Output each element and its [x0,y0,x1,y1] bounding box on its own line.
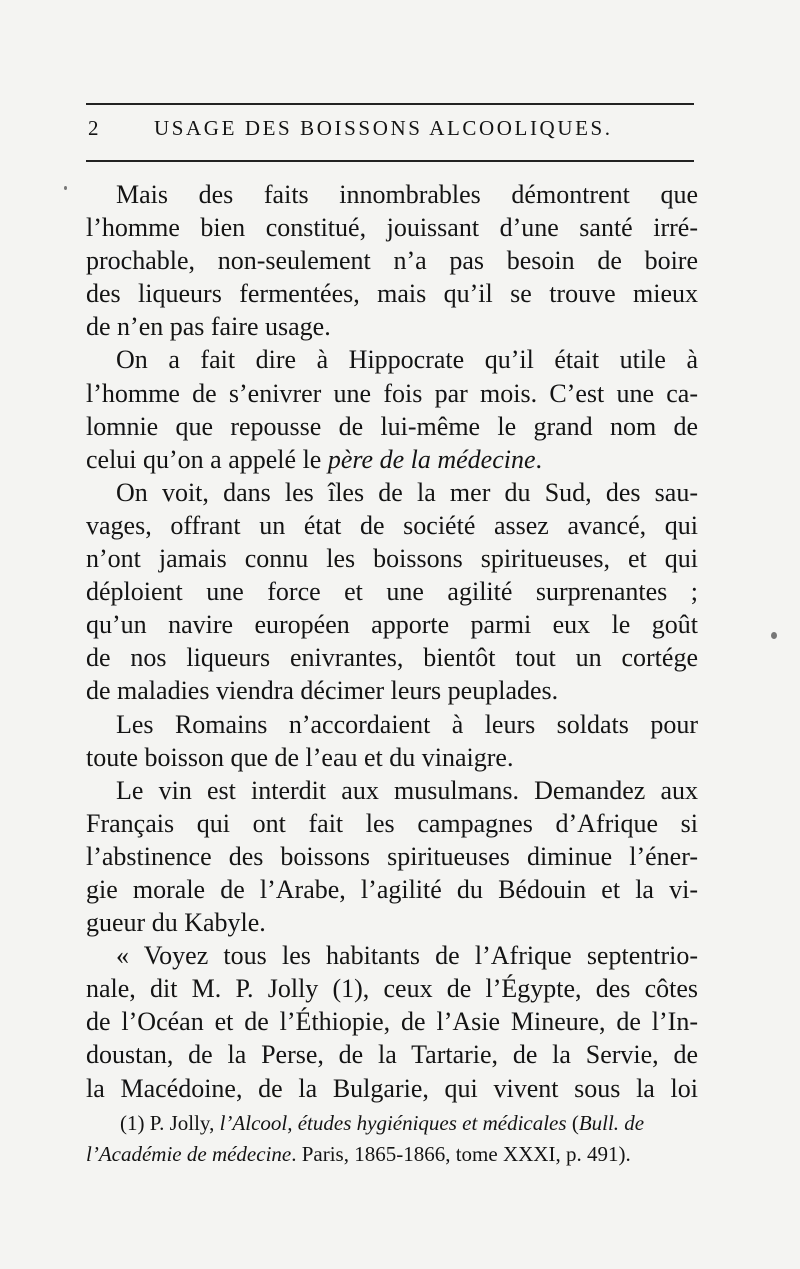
text-line: Français qui ont fait les campagnes d’Afrique si [86,808,698,838]
text-fragment: celui qu’on a appelé le [86,444,328,474]
text-line: l’homme bien constitué, jouissant d’une santé irré- [86,213,698,243]
text-line: vages, offrant un état de société assez avancé, qui [86,510,698,540]
text-line: de nos liqueurs enivrantes, bientôt tout un cortége [86,643,698,673]
text-line: Le vin est interdit aux musulmans. Demandez aux [116,775,698,805]
footnote-marker: (1) P. Jolly, [120,1111,220,1135]
footnote-title: l’Alcool, études hygiéniques et médicales [219,1111,567,1135]
text-line: gie morale de l’Arabe, l’agilité du Bédouin et la vi- [86,874,698,904]
text-line: « Voyez tous les habitants de l’Afrique septentrio- [116,941,698,971]
text-line: la Macédoine, de la Bulgarie, qui vivent sous la loi [86,1073,698,1103]
text-line: de maladies viendra décimer leurs peuplades. [86,676,559,706]
text-line: nale, dit M. P. Jolly (1), ceux de l’Égypte, des côtes [86,974,698,1004]
italic-phrase: père de la médecine [327,444,536,474]
text-line: prochable, non-seulement n’a pas besoin de boire [86,246,698,276]
text-line [86,443,698,476]
running-title: USAGE DES BOISSONS ALCOOLIQUES. [154,116,613,140]
text-line: lomnie que repousse de lui-même le grand nom de [86,411,698,441]
text-line: des liqueurs fermentées, mais qu’il se trouve mieux [86,279,698,309]
footnote-line [86,1108,706,1139]
text-line: n’ont jamais connu les boissons spiritueuses, et qui [86,544,698,574]
text-line: toute boisson que de l’eau et du vinaigre. [86,742,514,772]
text-line: déploient une force et une agilité surprenantes ; [86,577,698,607]
footnote-line [86,1139,706,1170]
paper-speck [64,186,67,190]
header-top-rule [86,103,694,105]
body-text [86,178,698,1105]
page-number: 2 [88,116,102,140]
text-line: On voit, dans les îles de la mer du Sud, des sau- [116,477,698,507]
footnote [86,1108,706,1170]
text-line: Les Romains n’accordaient à leurs soldats pour [116,709,698,739]
text-line: qu’un navire européen apporte parmi eux le goût [86,610,698,640]
footnote-rest: . Paris, 1865-1866, tome XXXI, p. 491). [291,1142,631,1166]
header-bottom-rule [86,160,694,162]
text-fragment: . [535,444,543,474]
footnote-source-cont: l’Académie de médecine [86,1142,292,1166]
text-line: gueur du Kabyle. [86,908,266,938]
text-line: l’abstinence des boissons spiritueuses diminue l’éner- [86,841,698,871]
text-line: l’homme de s’enivrer une fois par mois. C’est une ca- [86,378,698,408]
text-line: On a fait dire à Hippocrate qu’il était utile à [116,345,698,375]
footnote-open: ( [566,1111,579,1135]
paper-speck [771,632,777,639]
text-line: de l’Océan et de l’Éthiopie, de l’Asie Mineure, de l’In- [86,1007,698,1037]
running-header [86,114,694,148]
text-line: Mais des faits innombrables démontrent que [116,180,698,209]
footnote-source: Bull. de [578,1111,645,1135]
text-line: de n’en pas faire usage. [86,312,331,342]
text-line: doustan, de la Perse, de la Tartarie, de la Servie, de [86,1040,698,1070]
